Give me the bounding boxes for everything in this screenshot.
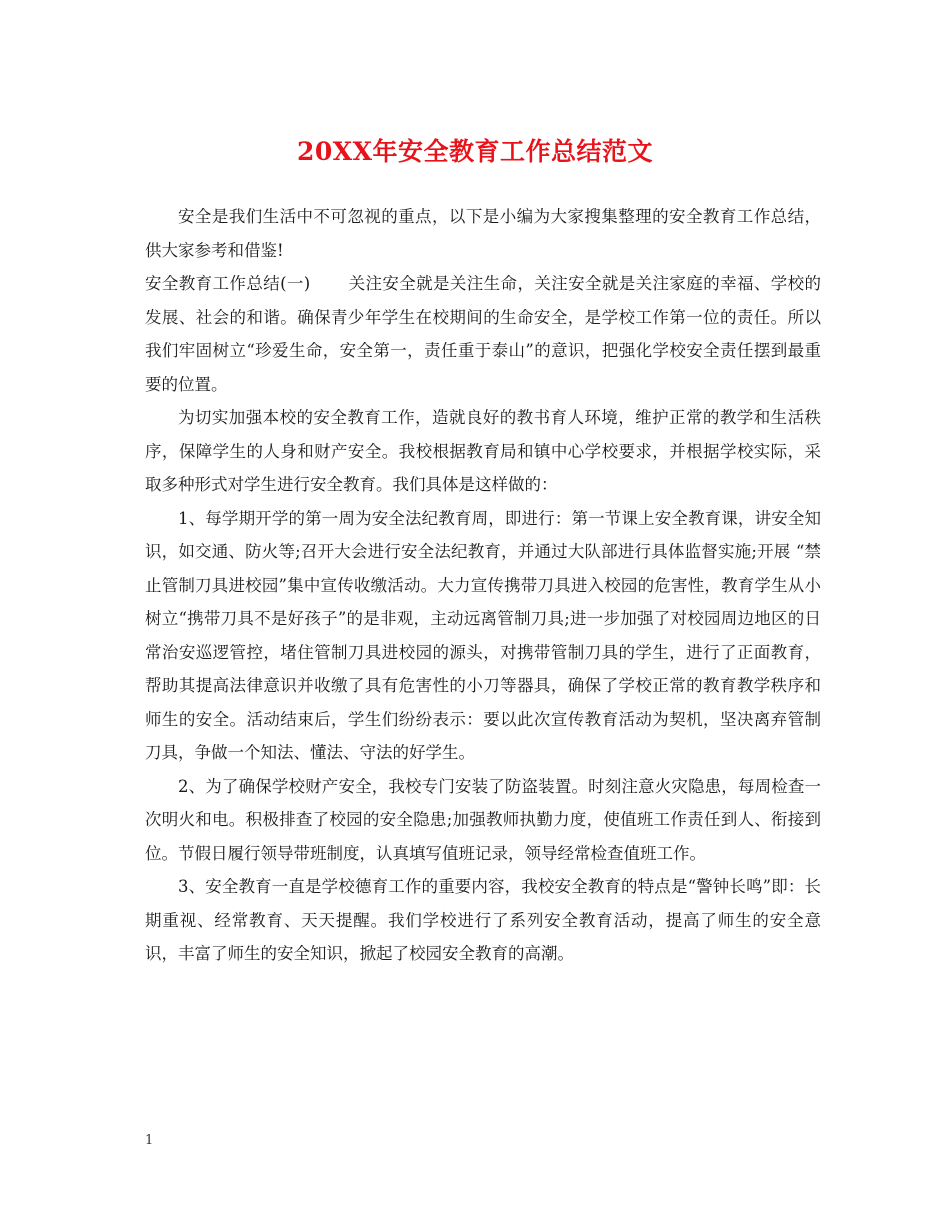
document-title: 20XX年安全教育工作总结范文 (296, 137, 654, 166)
paragraph-text: 关注安全就是关注生命，关注安全就是关注家庭的幸福、学校的发展、社会的和谐。确保青少年学生在校期间的生命安全，是学校工作第一位的责任。所以我们牢固树立“珍爱生命，安全第一，责任重于泰山”的意识，把强化学校安全责任摆到最重要的位置。 (145, 274, 822, 394)
section-first-paragraph (145, 267, 821, 401)
section-heading: 安全教育工作总结(一) (145, 274, 311, 293)
document-body (145, 200, 821, 971)
body-paragraph: 2、为了确保学校财产安全，我校专门安装了防盗装置。时刻注意火灾隐患，每周检查一次明火和电。积极排查了校园的安全隐患;加强教师执勤力度，使值班工作责任到人、衔接到位。节假日履行领导带班制度，认真填写值班记录，领导经常检查值班工作。 (145, 776, 821, 863)
body-paragraph: 1、每学期开学的第一周为安全法纪教育周，即进行：第一节课上安全教育课，讲安全知识，如交通、防火等;召开大会进行安全法纪教育，并通过大队部进行具体监督实施;开展 “禁止管制刀具进校园”集中宣传收缴活动。大力宣传携带刀具进入校园的危害性，教育学生从小树立“携带刀具不是好孩子”的是非观，主动远离管制刀具;进一步加强了对校园周边地区的日常治安巡逻管控，堵住管制刀具进校园的源头，对携带管制刀具的学生，进行了正面教育，帮助其提高法律意识并收缴了具有危害性的小刀等器具，确保了学校正常的教育教学秩序和师生的安全。活动结束后，学生们纷纷表示：要以此次宣传教育活动为契机，坚决离弃管制刀具，争做一个知法、懂法、守法的好学生。 (145, 508, 821, 762)
body-paragraph: 3、安全教育一直是学校德育工作的重要内容，我校安全教育的特点是“警钟长鸣”即：长期重视、经常教育、天天提醒。我们学校进行了系列安全教育活动，提高了师生的安全意识，丰富了师生的安全知识，掀起了校园安全教育的高潮。 (145, 877, 821, 963)
body-paragraph: 为切实加强本校的安全教育工作，造就良好的教书育人环境，维护正常的教学和生活秩序，保障学生的人身和财产安全。我校根据教育局和镇中心学校要求，并根据学校实际，采取多种形式对学生进行安全教育。我们具体是这样做的： (145, 408, 821, 494)
intro-paragraph: 安全是我们生活中不可忽视的重点，以下是小编为大家搜集整理的安全教育工作总结，供大家参考和借鉴! (145, 207, 821, 260)
page-number: 1 (145, 1133, 154, 1148)
